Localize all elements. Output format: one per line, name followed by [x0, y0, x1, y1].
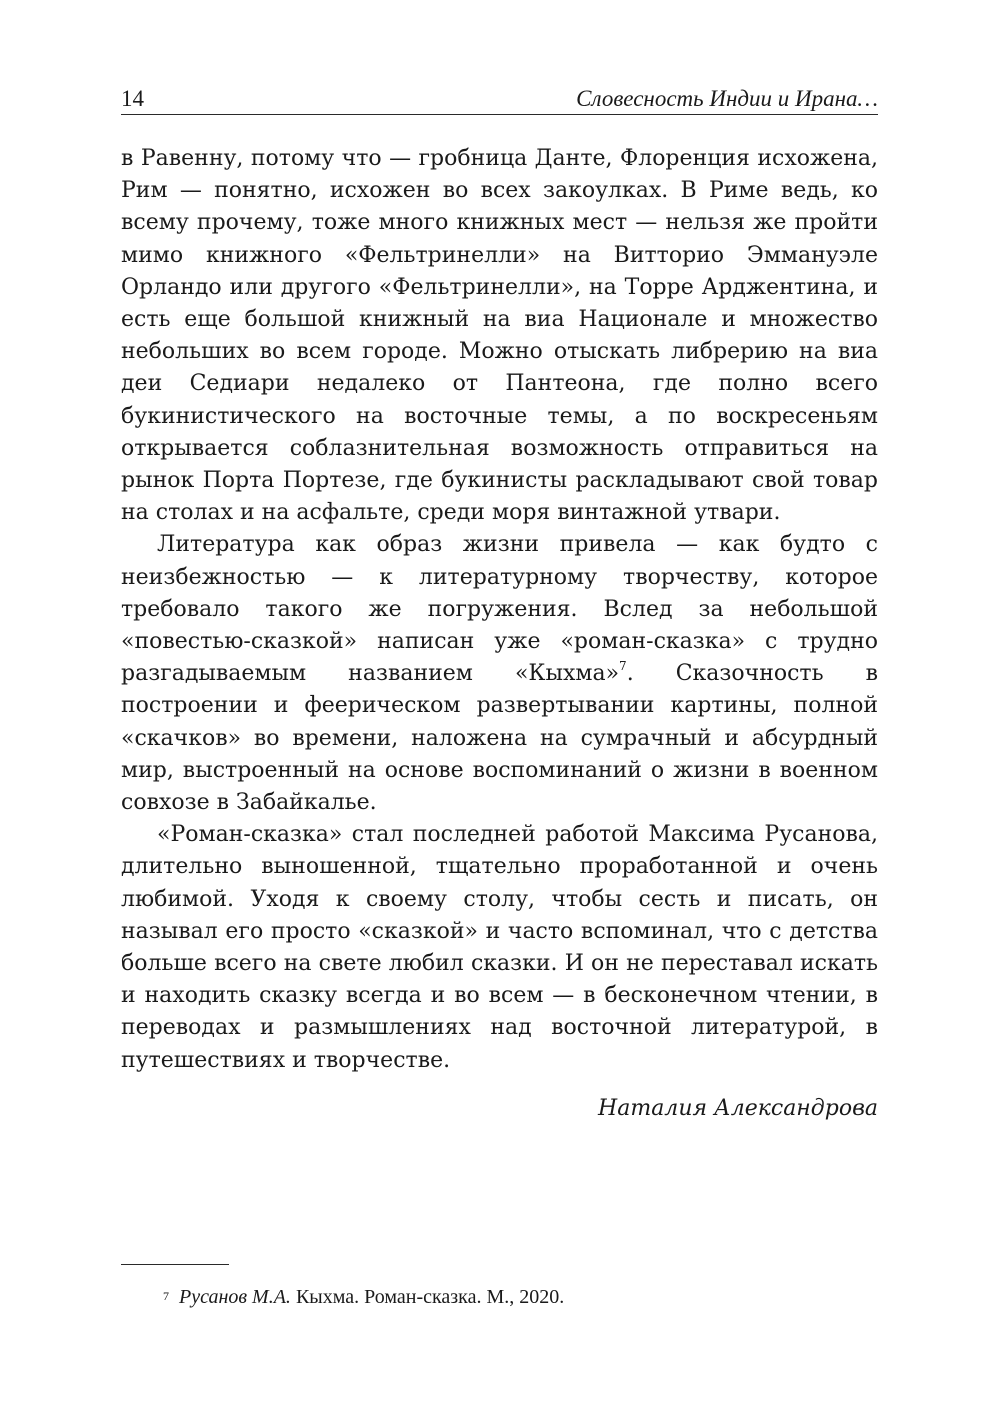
footnote-body [179, 1286, 564, 1308]
paragraph-2 [121, 529, 878, 819]
paragraph-3: «Роман-сказка» стал последней работой Максима Русанова, длительно выношенной, тщательно проработанной и очень любимой. Уходя к своему столу, чтобы сесть и писать, он называл его просто «сказкой» и часто вспоминал, что с детства больше всего на свете любил сказки. И он не переставал искать и находить сказку всегда и во всем — в бесконечном чтении, в переводах и размышлениях над восточной литературой, в путешествиях и творчестве. [121, 822, 878, 1073]
paragraph-1: в Равенну, потому что — гробница Данте, Флоренция исхожена, Рим — понятно, исхожен во всех закоулках. В Риме ведь, ко всему прочему, тоже много книжных мест — нельзя же пройти мимо книжного «Фельтринелли» на Витторио Эммануэле Орландо или другого «Фельтринелли», на Торре Арджентина, и есть еще большой книжный на виа Национале и множество небольших во всем городе. Можно отыскать либрерию на виа деи Седиари недалеко от Пантеона, где полно всего букинистического на восточные темы, а по воскресеньям открывается соблазнительная возможность отправиться на рынок Порта Портезе, где букинисты раскладывают свой товар на столах и на асфальте, среди моря винтажной утвари. [121, 146, 878, 526]
footnote-reference[interactable]: 7 [619, 659, 627, 674]
page-number: 14 [121, 86, 144, 111]
footnote-text: Кыхма. Роман-сказка. М., 2020. [290, 1286, 565, 1308]
footnote-number: 7 [163, 1289, 169, 1303]
body-text [121, 143, 878, 1125]
running-title: Словесность Индии и Ирана… [576, 86, 878, 111]
author-signature: Наталия Александрова [598, 1095, 878, 1121]
footnote-divider [121, 1264, 229, 1265]
footnote [121, 1284, 878, 1310]
paragraph-2-text: Литература как образ жизни привела — как будто с неизбежностью — к литературному творчеству, которое требовало такого же погружения. Вслед за небольшой «повестью-сказкой» написан уже «роман-сказка» с трудно разгадываемым названием «Кыхма» [121, 532, 878, 687]
paragraph-2-continuation: . Сказочность в построении и феерическом развертывании картины, полной «скачков» во времени, наложена на сумрачный и абсурдный мир, выстроенный на основе воспоминаний о жизни в военном совхозе в Забайкалье. [121, 661, 878, 816]
running-header [121, 84, 878, 115]
footnote-author: Русанов М.А. [179, 1286, 291, 1308]
